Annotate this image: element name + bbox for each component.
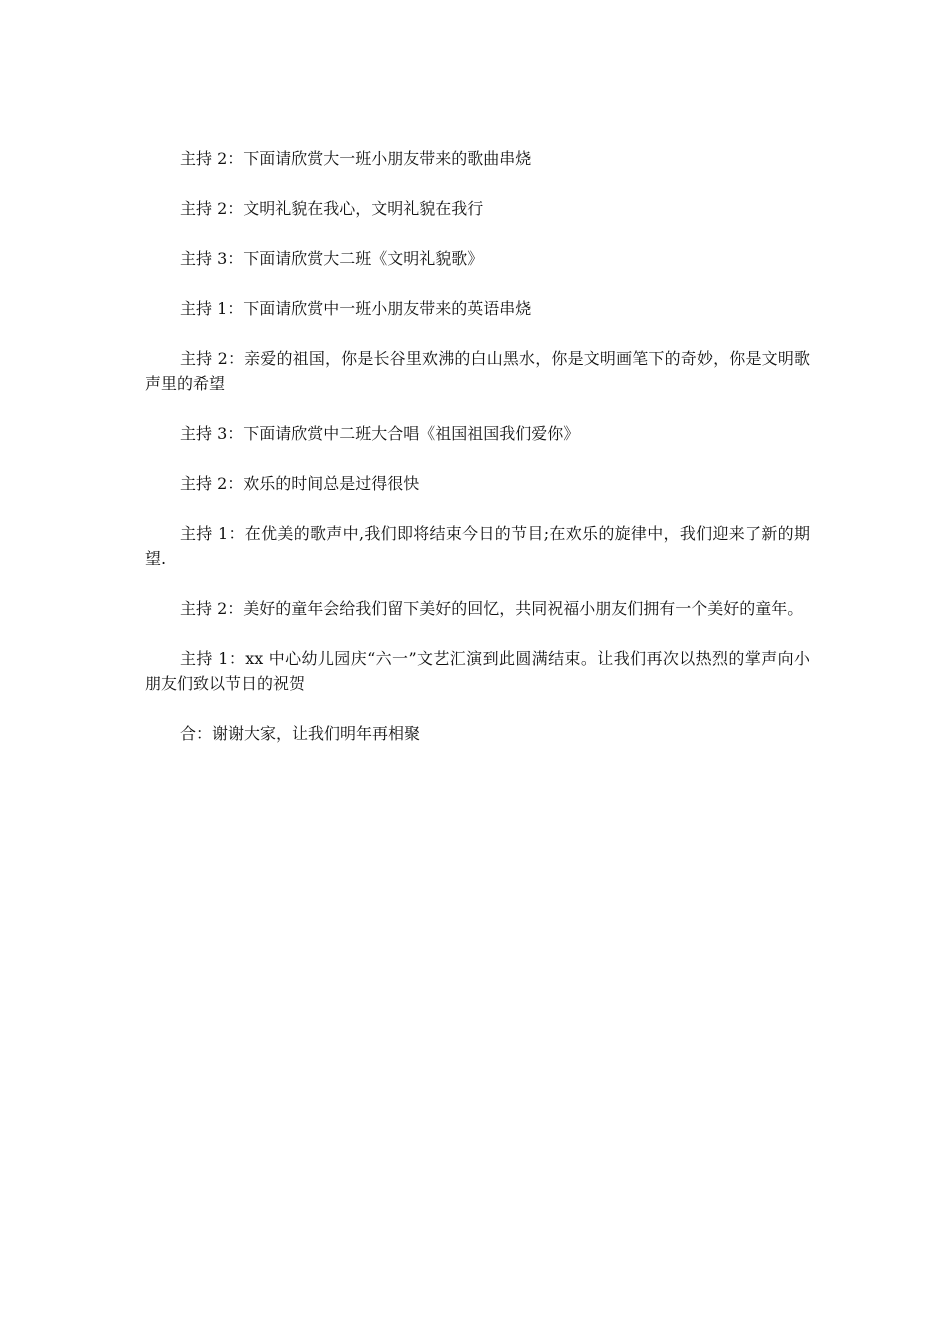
paragraph: 主持 1：xx 中心幼儿园庆“六一”文艺汇演到此圆满结束。让我们再次以热烈的掌声向小朋友们致以节日的祝贺 (145, 649, 810, 693)
document-body (145, 146, 810, 771)
paragraph: 主持 3：下面请欣赏大二班《文明礼貌歌》 (180, 249, 484, 268)
paragraph: 主持 1：下面请欣赏中一班小朋友带来的英语串烧 (180, 299, 532, 318)
paragraph: 主持 2：亲爱的祖国，你是长谷里欢沸的白山黑水，你是文明画笔下的奇妙，你是文明歌声里的希望 (145, 349, 810, 393)
paragraph: 主持 2：下面请欣赏大一班小朋友带来的歌曲串烧 (180, 149, 532, 168)
paragraph: 主持 3：下面请欣赏中二班大合唱《祖国祖国我们爱你》 (180, 424, 580, 443)
paragraph: 主持 2：美好的童年会给我们留下美好的回忆，共同祝福小朋友们拥有一个美好的童年。 (180, 599, 804, 618)
paragraph: 主持 1：在优美的歌声中,我们即将结束今日的节目;在欢乐的旋律中，我们迎来了新的期望. (145, 524, 810, 568)
paragraph: 合：谢谢大家，让我们明年再相聚 (180, 724, 421, 743)
paragraph: 主持 2：文明礼貌在我心，文明礼貌在我行 (180, 199, 484, 218)
paragraph: 主持 2：欢乐的时间总是过得很快 (180, 474, 420, 493)
